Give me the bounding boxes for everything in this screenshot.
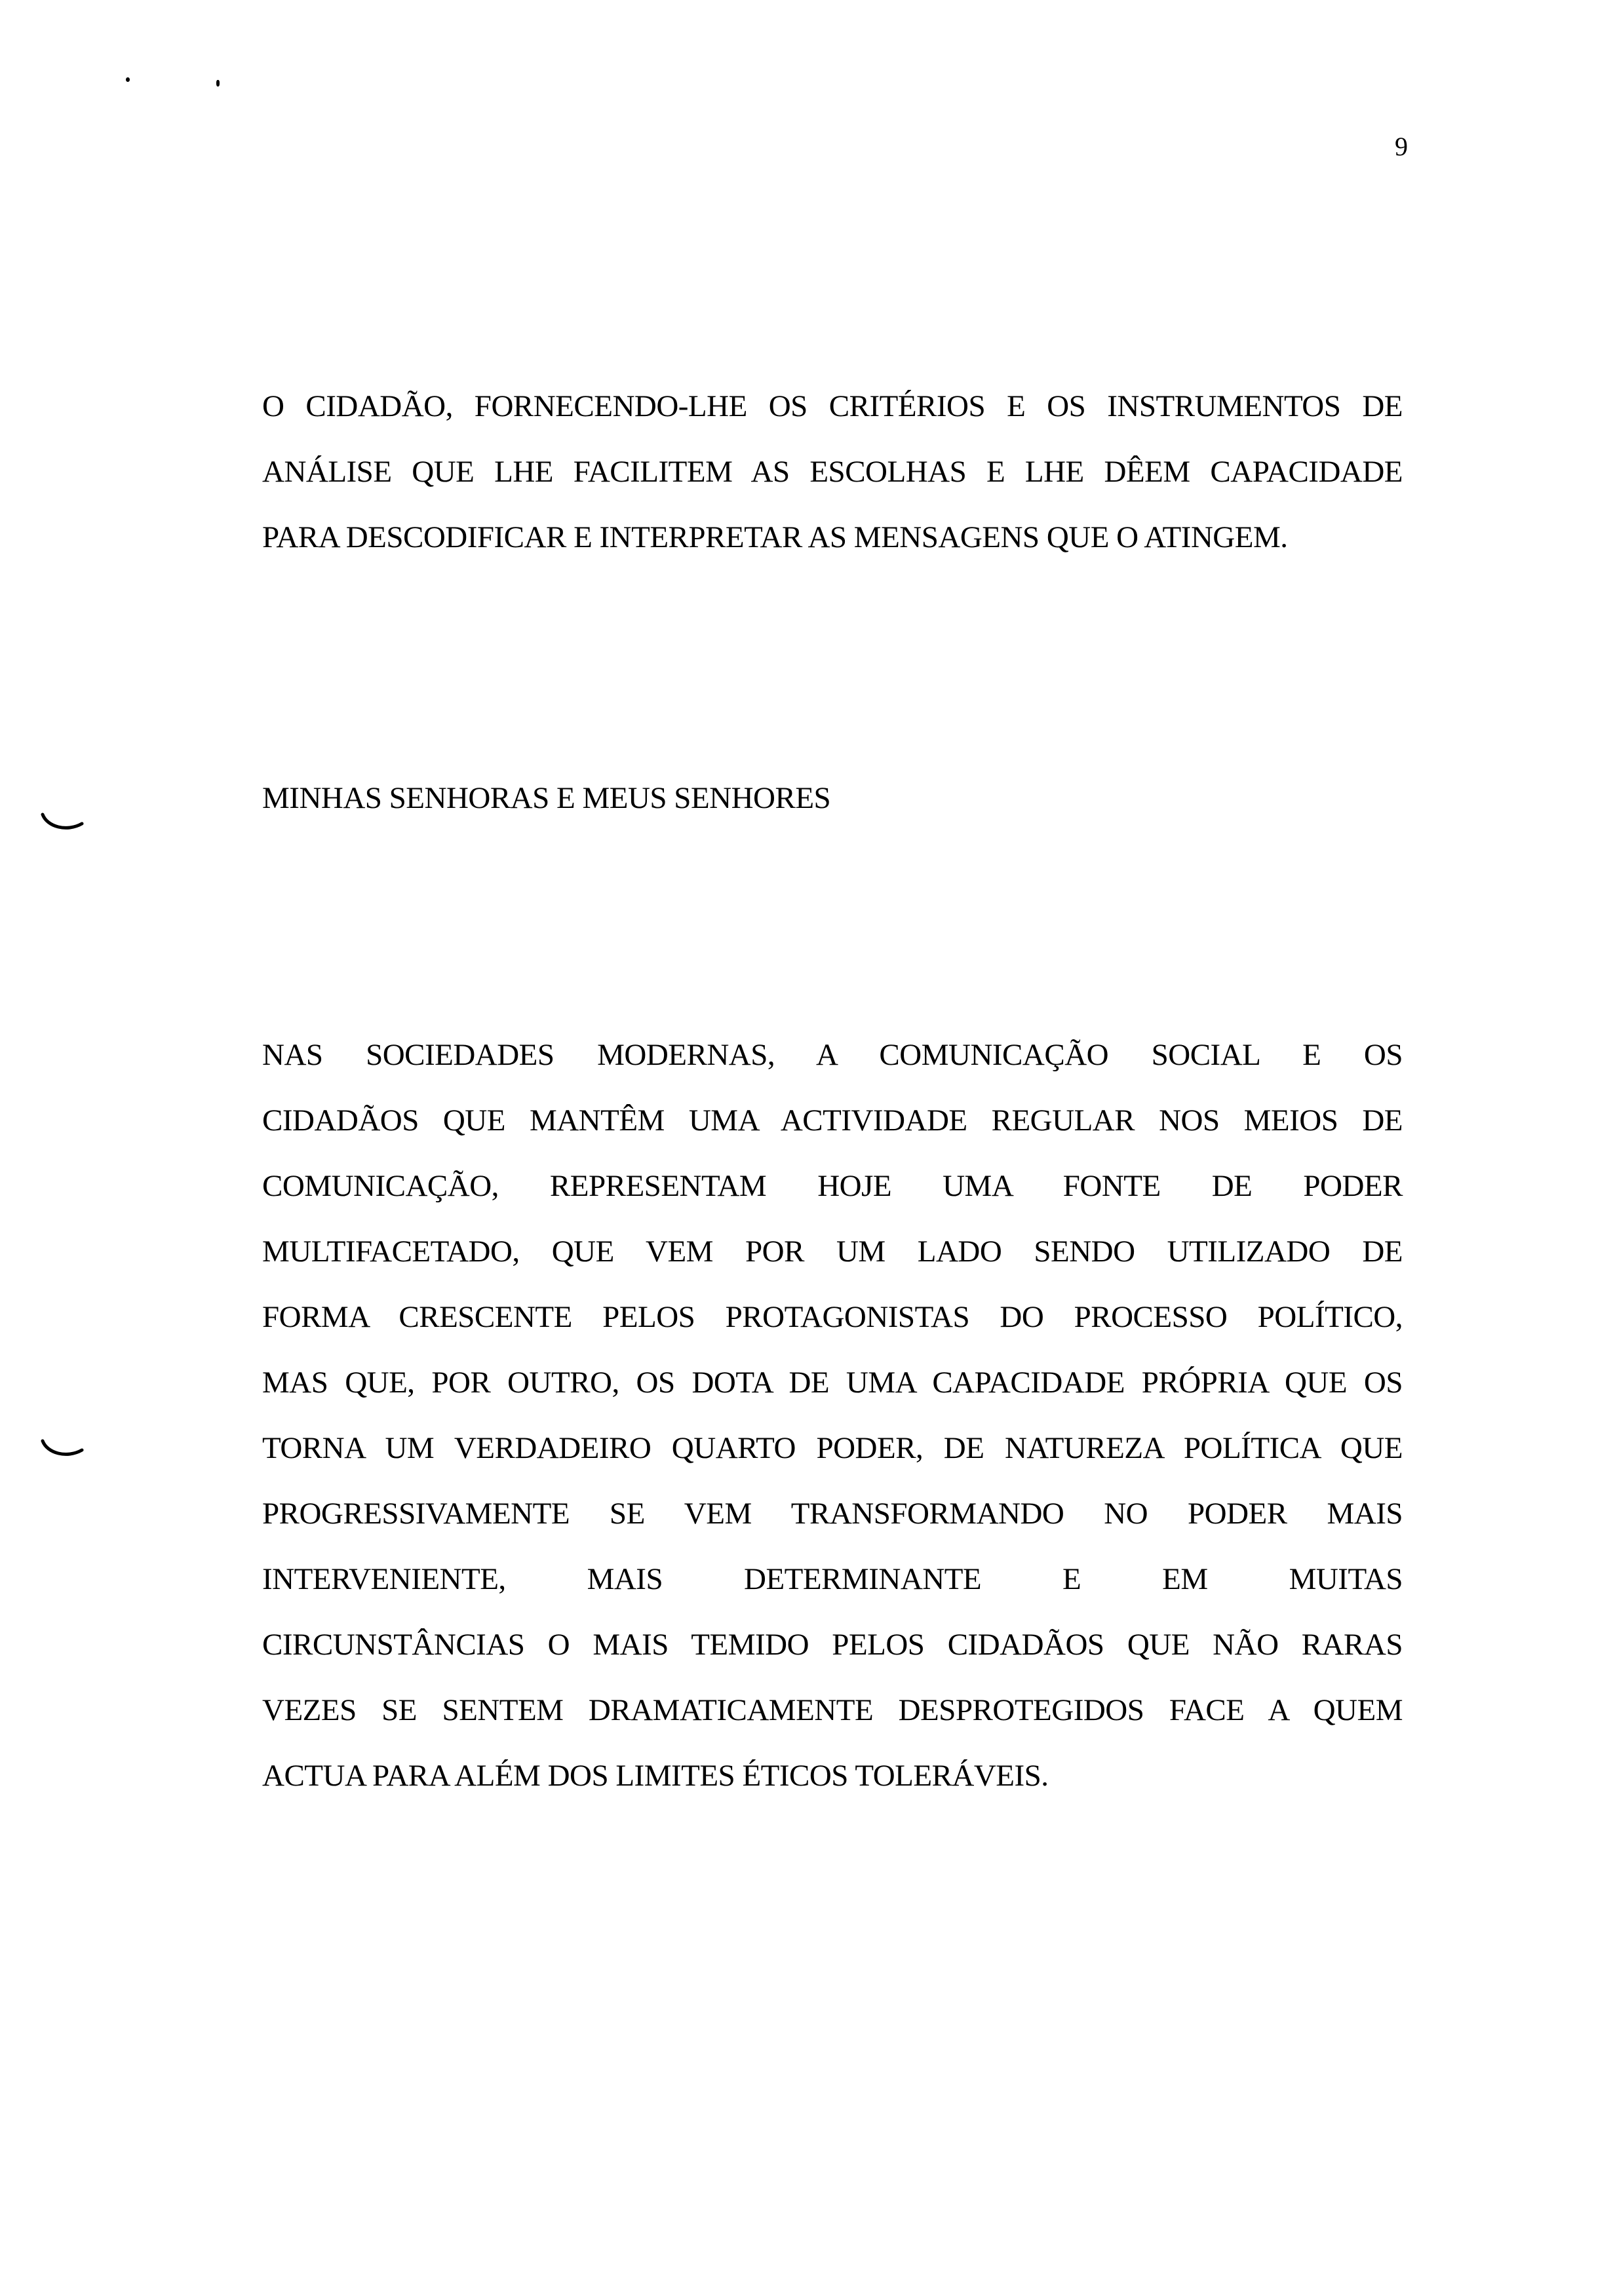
text-line: NAS SOCIEDADES MODERNAS, A COMUNICAÇÃO SOCIAL E OS bbox=[262, 1038, 1403, 1072]
salutation-line: MINHAS SENHORAS E MEUS SENHORES bbox=[262, 781, 831, 815]
salutation bbox=[262, 765, 1403, 831]
margin-hole-punch-mark bbox=[41, 813, 84, 831]
page-number: 9 bbox=[1395, 132, 1408, 161]
text-line: COMUNICAÇÃO, REPRESENTAM HOJE UMA FONTE DE PODER bbox=[262, 1169, 1403, 1203]
text-line: CIRCUNSTÂNCIAS O MAIS TEMIDO PELOS CIDADÃOS QUE NÃO RARAS bbox=[262, 1628, 1403, 1662]
text-line: INTERVENIENTE, MAIS DETERMINANTE E EM MUITAS bbox=[262, 1562, 1403, 1596]
text-line: VEZES SE SENTEM DRAMATICAMENTE DESPROTEGIDOS FACE A QUEM bbox=[262, 1693, 1403, 1727]
intro-paragraph bbox=[262, 373, 1403, 570]
text-line: ACTUA PARA ALÉM DOS LIMITES ÉTICOS TOLERÁVEIS. bbox=[262, 1759, 1049, 1793]
text-line: MAS QUE, POR OUTRO, OS DOTA DE UMA CAPACIDADE PRÓPRIA QUE OS bbox=[262, 1366, 1403, 1400]
scan-speck bbox=[126, 77, 130, 82]
text-line: PARA DESCODIFICAR E INTERPRETAR AS MENSAGENS QUE O ATINGEM. bbox=[262, 520, 1288, 554]
main-paragraph bbox=[262, 1022, 1403, 1808]
scan-speck bbox=[216, 80, 220, 86]
margin-hole-punch-mark bbox=[41, 1439, 84, 1457]
text-line: FORMA CRESCENTE PELOS PROTAGONISTAS DO PROCESSO POLÍTICO, bbox=[262, 1300, 1403, 1334]
text-line: CIDADÃOS QUE MANTÊM UMA ACTIVIDADE REGULAR NOS MEIOS DE bbox=[262, 1103, 1403, 1138]
text-line: PROGRESSIVAMENTE SE VEM TRANSFORMANDO NO PODER MAIS bbox=[262, 1497, 1403, 1531]
text-line: MULTIFACETADO, QUE VEM POR UM LADO SENDO UTILIZADO DE bbox=[262, 1234, 1403, 1269]
text-line: O CIDADÃO, FORNECENDO-LHE OS CRITÉRIOS E OS INSTRUMENTOS DE bbox=[262, 389, 1403, 423]
text-line: ANÁLISE QUE LHE FACILITEM AS ESCOLHAS E LHE DÊEM CAPACIDADE bbox=[262, 455, 1403, 489]
text-line: TORNA UM VERDADEIRO QUARTO PODER, DE NATUREZA POLÍTICA QUE bbox=[262, 1431, 1403, 1465]
